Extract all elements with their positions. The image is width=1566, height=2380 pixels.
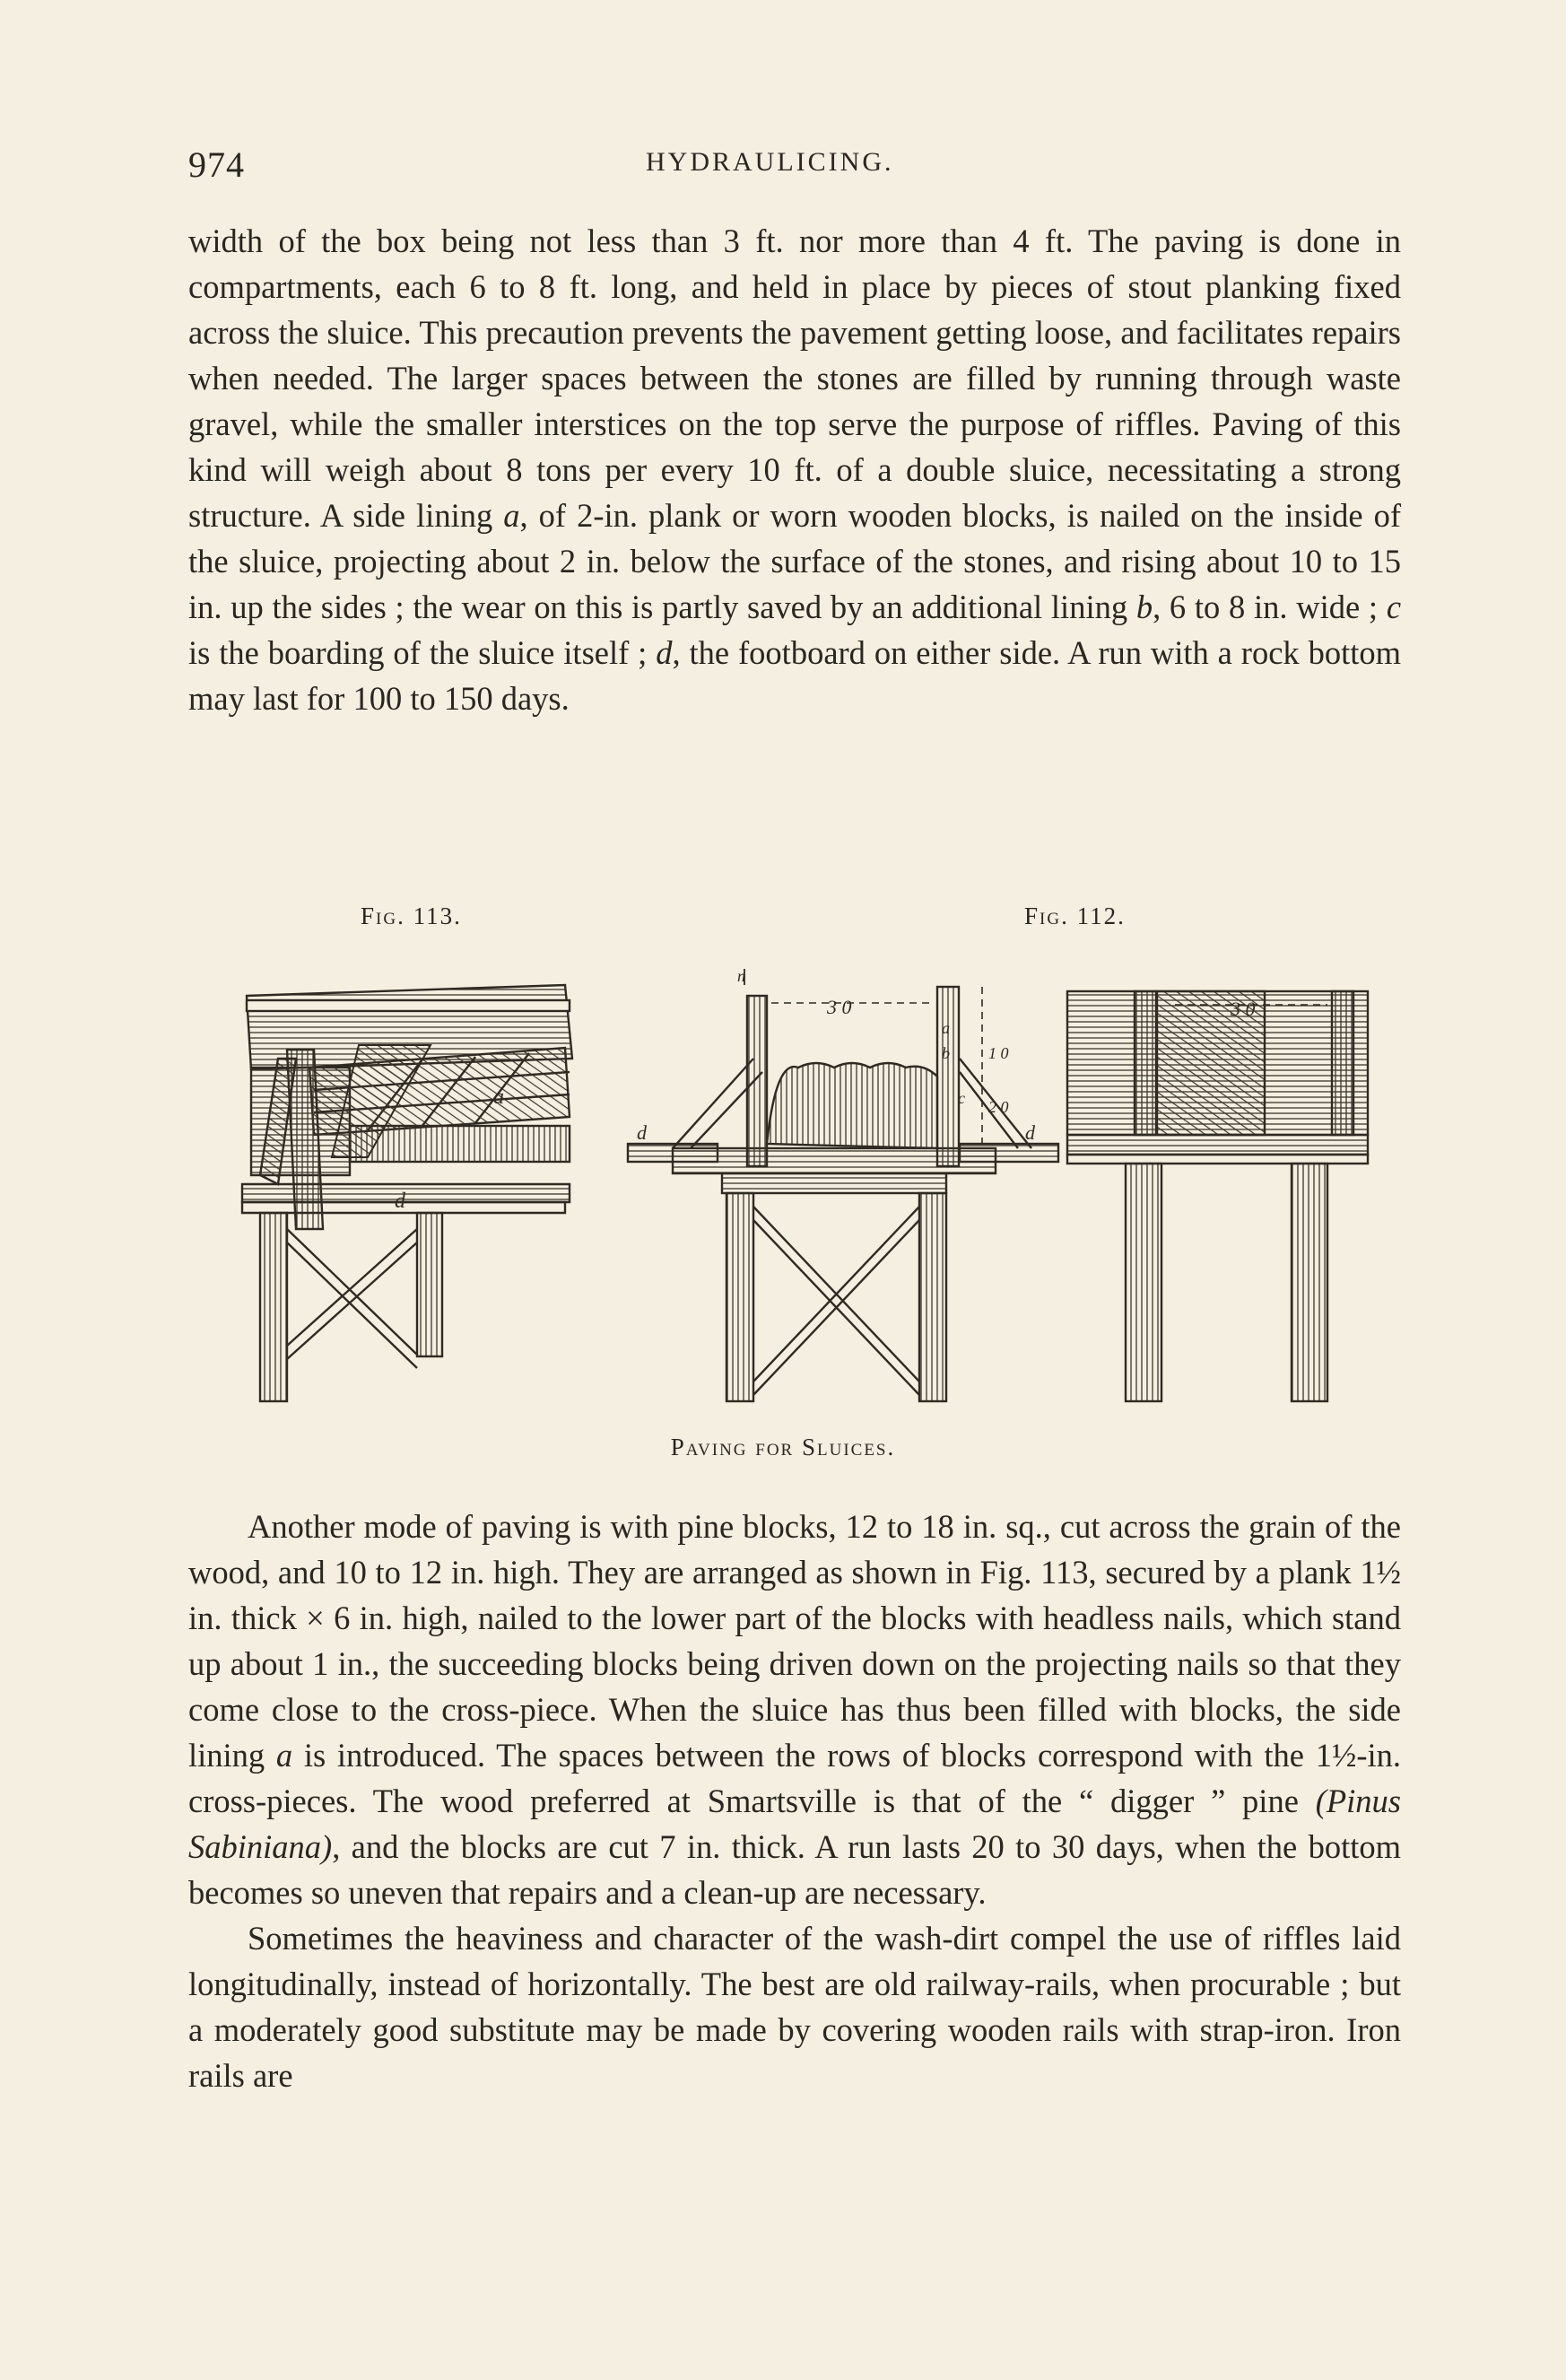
p1-s4: is the boarding of the sluice itself ; bbox=[188, 634, 657, 671]
page-number: 974 bbox=[188, 144, 245, 185]
fig-113-letter-d: d bbox=[395, 1190, 405, 1213]
fig-112-side-elevation bbox=[1067, 991, 1368, 1401]
paragraph-1-text bbox=[188, 218, 1401, 721]
fig-112-letter-d-left: d bbox=[637, 1121, 647, 1144]
fig-112-letter-n: n bbox=[737, 967, 745, 985]
fig-113-label: Fig. 113. bbox=[361, 902, 462, 929]
p2-latin-name: (Pinus Sabiniana) bbox=[188, 1783, 1401, 1865]
paragraph-3: Sometimes the heaviness and character of the wash-dirt compel the use of riffles laid longitudinally, instead of horizontally. The best are old railway-rails, when procurable ; but a moderately good substitute may be made by covering wooden rails with strap-iron. Iron rails are bbox=[188, 1920, 1401, 2094]
fig-112-cross-section bbox=[628, 969, 1058, 1401]
fig-112-right-dimension: 3 0 bbox=[1231, 998, 1256, 1020]
fig-112-dimension-side: 1 0 bbox=[988, 1044, 1009, 1062]
p1-letter-a: a bbox=[503, 497, 520, 534]
p1-letter-d: d bbox=[656, 634, 673, 671]
paragraph-2-container bbox=[188, 1504, 1401, 2098]
fig-112-dimension-side-2: 2 0 bbox=[988, 1098, 1009, 1116]
fig-112-letter-a: a bbox=[942, 1019, 950, 1037]
p2-letter-a: a bbox=[275, 1737, 293, 1774]
fig-112-dimension-top: 3 0 bbox=[827, 996, 852, 1018]
page-header bbox=[188, 144, 1390, 188]
p2-s3: , and the blocks are cut 7 in. thick. A run lasts 20 to 30 days, when the bottom becomes so uneven that repairs and a clean-up are necessary. bbox=[188, 1828, 1401, 1911]
p2-s2: is introduced. The spaces between the rows of blocks correspond with the 1½-in. cross-pieces. The wood preferred at Smartsville is that of the “ digger ” pine bbox=[188, 1737, 1401, 1819]
figure-caption: Paving for Sluices. bbox=[670, 1434, 896, 1460]
p1-letter-c: c bbox=[1386, 588, 1402, 625]
p1-s1: width of the box being not less than 3 ft. nor more than 4 ft. The paving is done in compartments, each 6 to 8 ft. long, and held in place by pieces of stout planking fixed across the sluice. This precaution prevents the pavement getting loose, and facilitates repairs when needed. The larger spaces between the stones are filled by running through waste gravel, while the smaller interstices on the top serve the purpose of riffles. Paving of this kind will weigh about 8 tons per every 10 ft. of a double sluice, necessitating a strong structure. A side lining bbox=[188, 222, 1401, 534]
p1-letter-b: b bbox=[1135, 588, 1153, 625]
p1-s2: , of 2-in. plank or worn wooden blocks, is nailed on the inside of the sluice, projecting about 2 in. below the surface of the stones, and rising about 10 to 15 in. up the sides ; the wear on this is partly saved by an additional lining bbox=[188, 497, 1401, 625]
p1-s5: , the footboard on either side. A run with a rock bottom may last for 100 to 150 days. bbox=[188, 634, 1401, 717]
fig-113-letter-a: a bbox=[493, 1085, 504, 1109]
paragraph-1 bbox=[188, 218, 1401, 721]
fig-113-drawing bbox=[242, 985, 572, 1401]
fig-112-letter-b: b bbox=[942, 1044, 950, 1062]
sluice-paving-illustration bbox=[224, 960, 1372, 1426]
paragraph-2 bbox=[188, 1504, 1401, 1915]
running-head: HYDRAULICING. bbox=[646, 147, 894, 177]
fig-112-letter-c: c bbox=[958, 1089, 965, 1107]
p2-s1: Another mode of paving is with pine blocks, 12 to 18 in. sq., cut across the grain of the wood, and 10 to 12 in. high. They are arranged as shown in Fig. 113, secured by a plank 1½ in. thick × 6 in. high, nailed to the lower part of the blocks with headless nails, which stand up about 1 in., the succeeding blocks being driven down on the projecting nails so that they come close to the cross-piece. When the sluice has thus been filled with blocks, the side lining bbox=[188, 1508, 1401, 1774]
fig-112-label: Fig. 112. bbox=[1024, 902, 1126, 929]
fig-112-letter-d-right: d bbox=[1025, 1121, 1035, 1144]
p1-s3: , 6 to 8 in. wide ; bbox=[1153, 588, 1387, 625]
